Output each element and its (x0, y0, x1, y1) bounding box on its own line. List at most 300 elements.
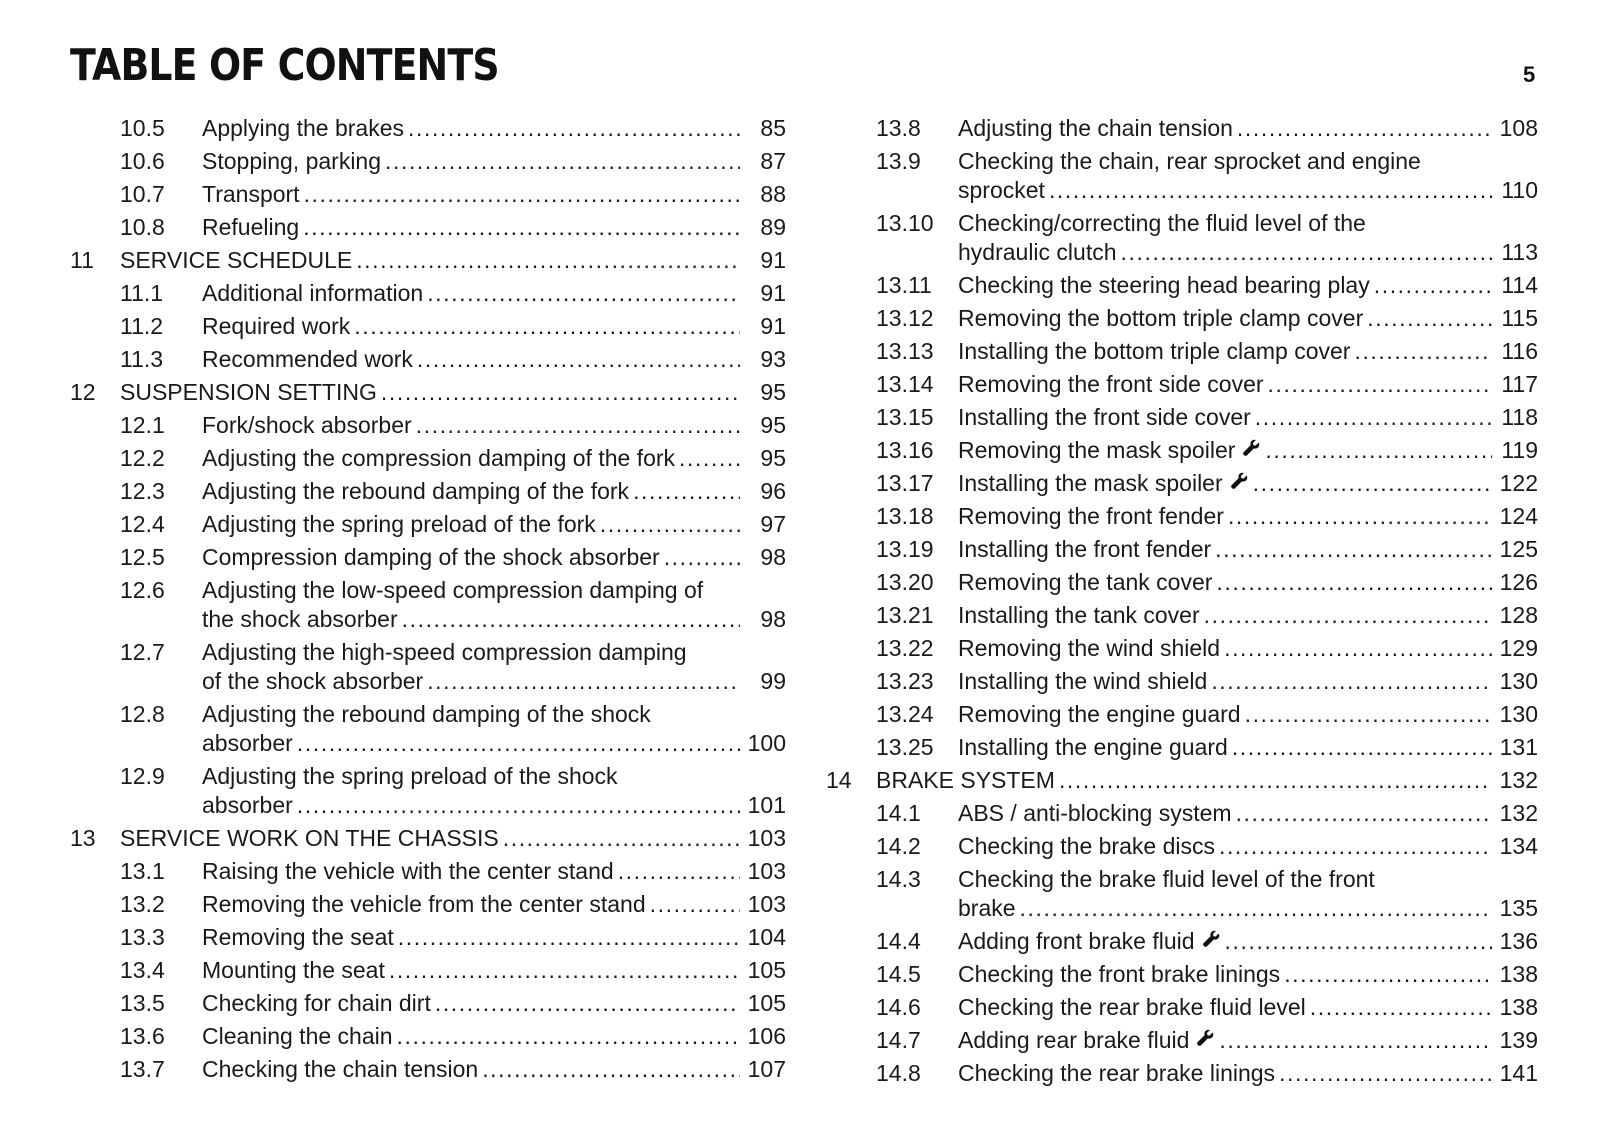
toc-line (70, 444, 786, 473)
dot-leader (664, 543, 740, 572)
dot-leader (297, 791, 740, 820)
section-number: 13.16 (876, 437, 934, 463)
section-title: Installing the bottom triple clamp cover (958, 338, 1351, 364)
page-ref: 91 (760, 247, 786, 273)
toc-line (826, 960, 1538, 989)
dot-leader (1211, 667, 1492, 696)
toc-entry[interactable] (826, 993, 1538, 1026)
section-number: 13.1 (120, 858, 165, 884)
section-title: Adjusting the rebound damping of the fork (202, 478, 630, 504)
toc-entry[interactable] (70, 444, 786, 477)
section-number: 13.23 (876, 668, 934, 694)
toc-entry[interactable] (70, 1022, 786, 1055)
toc-entry[interactable] (826, 469, 1538, 502)
toc-line (70, 543, 786, 572)
page-ref: 95 (760, 412, 786, 438)
dot-leader (408, 114, 740, 143)
toc-entry[interactable] (826, 799, 1538, 832)
toc-line (70, 1022, 786, 1051)
section-title: Adding rear brake fluid (958, 1027, 1190, 1053)
section-number: 12.8 (120, 701, 165, 727)
dot-leader (1219, 1026, 1492, 1055)
section-title: Removing the wind shield (958, 635, 1221, 661)
section-title: Removing the front side cover (958, 371, 1264, 397)
toc-line (826, 993, 1538, 1022)
toc-entry[interactable] (826, 337, 1538, 370)
toc-line (70, 989, 786, 1018)
toc-line (70, 890, 786, 919)
section-title: Applying the brakes (202, 115, 405, 141)
toc-line (826, 1026, 1538, 1055)
dot-leader (304, 180, 740, 209)
toc-entry[interactable] (70, 213, 786, 246)
page-ref: 138 (1499, 961, 1538, 987)
section-title: Checking the chain, rear sprocket and engine (958, 148, 1421, 174)
toc-entry[interactable] (826, 502, 1538, 535)
toc-entry[interactable] (70, 700, 786, 762)
page-ref: 87 (760, 148, 786, 174)
dot-leader (1020, 894, 1492, 923)
section-number: 13.4 (120, 957, 165, 983)
toc-line-continued (70, 762, 786, 791)
page-ref: 110 (1501, 177, 1538, 203)
section-number: 13.9 (876, 148, 921, 174)
dot-leader (1268, 370, 1492, 399)
toc-line-continued (70, 638, 786, 667)
page-ref: 124 (1499, 503, 1538, 529)
dot-leader (416, 411, 740, 440)
page-ref: 89 (760, 214, 786, 240)
page-ref: 105 (747, 990, 786, 1016)
dot-leader (618, 857, 740, 886)
page-ref: 98 (760, 544, 786, 570)
section-number: 12.2 (120, 445, 165, 471)
section-number: 11 (70, 247, 94, 273)
toc-entry[interactable] (826, 568, 1538, 601)
toc-line (826, 799, 1538, 828)
toc-entry[interactable] (70, 1055, 786, 1088)
page-ref: 138 (1499, 994, 1538, 1020)
section-title: Checking the rear brake linings (958, 1060, 1276, 1086)
toc-entry[interactable] (826, 114, 1538, 147)
page-ref: 108 (1499, 115, 1538, 141)
toc-entry[interactable] (826, 667, 1538, 700)
section-title: SUSPENSION SETTING (120, 379, 377, 405)
page-ref: 125 (1499, 536, 1538, 562)
page-ref: 118 (1501, 404, 1538, 430)
section-number: 13.13 (876, 338, 934, 364)
dot-leader (1228, 502, 1492, 531)
toc-entry[interactable] (826, 147, 1538, 209)
section-title: Checking the rear brake fluid level (958, 994, 1306, 1020)
toc-line (70, 791, 786, 820)
dot-leader (679, 444, 740, 473)
toc-line (70, 279, 786, 308)
toc-line (70, 345, 786, 374)
page-ref: 129 (1499, 635, 1538, 661)
toc-line (826, 271, 1538, 300)
page-ref: 95 (760, 445, 786, 471)
toc-entry[interactable] (826, 865, 1538, 927)
section-title: Adding front brake fluid (958, 928, 1195, 954)
section-number: 13.19 (876, 536, 934, 562)
section-title: Checking for chain dirt (202, 990, 431, 1016)
section-number: 13 (70, 825, 96, 851)
dot-leader (1059, 766, 1492, 795)
dot-leader (1121, 238, 1492, 267)
section-title: BRAKE SYSTEM (876, 767, 1055, 793)
toc-entry[interactable] (826, 209, 1538, 271)
toc-line (70, 824, 786, 853)
page-ref: 116 (1501, 338, 1538, 364)
dot-leader (427, 667, 740, 696)
page-ref: 122 (1499, 470, 1538, 496)
toc-entry[interactable] (70, 180, 786, 213)
section-number: 11.1 (120, 280, 164, 306)
dot-leader (482, 1055, 740, 1084)
section-number: 13.10 (876, 210, 934, 236)
page-ref: 132 (1499, 800, 1538, 826)
toc-entry[interactable] (826, 304, 1538, 337)
dot-leader (503, 824, 740, 853)
dot-leader (356, 246, 740, 275)
toc-entry[interactable] (70, 477, 786, 510)
dot-leader (397, 1022, 740, 1051)
section-title: Cleaning the chain (202, 1023, 393, 1049)
dot-leader (1232, 733, 1492, 762)
toc-line (70, 729, 786, 758)
toc-entry[interactable] (826, 271, 1538, 304)
page-ref: 130 (1499, 701, 1538, 727)
page-ref: 135 (1499, 895, 1538, 921)
toc-line-continued (70, 576, 786, 605)
page-ref: 130 (1499, 668, 1538, 694)
section-number: 14.1 (876, 800, 921, 826)
toc-entry[interactable] (70, 890, 786, 923)
dot-leader (398, 923, 740, 952)
section-number: 13.2 (120, 891, 165, 917)
page-ref: 103 (747, 858, 786, 884)
toc-entry[interactable] (826, 370, 1538, 403)
toc-line (70, 213, 786, 242)
toc-entry[interactable] (70, 824, 786, 857)
dot-leader (1224, 634, 1492, 663)
section-number: 13.3 (120, 924, 165, 950)
dot-leader (650, 890, 740, 919)
toc-line (70, 510, 786, 539)
section-title: Required work (202, 313, 351, 339)
section-title: ABS / anti-blocking system (958, 800, 1232, 826)
toc-entry[interactable] (826, 1059, 1538, 1092)
toc-column-right (826, 114, 1538, 1092)
page-ref: 103 (747, 891, 786, 917)
page-ref: 128 (1499, 602, 1538, 628)
section-title: Installing the front fender (958, 536, 1212, 562)
section-number: 12.3 (120, 478, 165, 504)
section-number: 13.11 (876, 272, 932, 298)
toc-entry[interactable] (70, 762, 786, 824)
toc-line (826, 927, 1538, 956)
section-title: Removing the mask spoiler (958, 437, 1236, 463)
page-ref: 134 (1499, 833, 1538, 859)
toc-column-left (70, 114, 786, 1088)
section-number: 14.6 (876, 994, 921, 1020)
toc-line (70, 246, 786, 275)
section-title: Compression damping of the shock absorber (202, 544, 660, 570)
toc-entry[interactable] (826, 766, 1538, 799)
toc-entry[interactable] (826, 700, 1538, 733)
toc-entry[interactable] (70, 510, 786, 543)
toc-entry[interactable] (70, 857, 786, 890)
page-ref: 141 (1499, 1060, 1538, 1086)
page-ref: 103 (747, 825, 786, 851)
toc-line (826, 894, 1538, 923)
dot-leader (1367, 304, 1492, 333)
dot-leader (297, 729, 740, 758)
toc-entry[interactable] (70, 576, 786, 638)
section-title: Recommended work (202, 346, 413, 372)
toc-line (826, 766, 1538, 795)
section-title: Checking the front brake linings (958, 961, 1281, 987)
dot-leader (427, 279, 740, 308)
section-title: hydraulic clutch (958, 239, 1117, 265)
section-number: 14.4 (876, 928, 921, 954)
section-number: 12 (70, 379, 96, 405)
page-ref: 93 (760, 346, 786, 372)
toc-entry[interactable] (826, 927, 1538, 960)
section-title: Mounting the seat (202, 957, 385, 983)
toc-line (70, 312, 786, 341)
dot-leader (354, 312, 740, 341)
toc-entry[interactable] (826, 601, 1538, 634)
section-title: Stopping, parking (202, 148, 382, 174)
section-number: 13.17 (876, 470, 934, 496)
page-ref: 136 (1499, 928, 1538, 954)
toc-entry[interactable] (826, 436, 1538, 469)
section-title: Transport (202, 181, 300, 207)
dot-leader (1236, 799, 1492, 828)
section-title: Removing the seat (202, 924, 394, 950)
section-number: 10.6 (120, 148, 165, 174)
page-ref: 106 (747, 1023, 786, 1049)
page-ref: 100 (747, 730, 786, 756)
dot-leader (1255, 403, 1492, 432)
dot-leader (303, 213, 740, 242)
page-ref: 119 (1501, 437, 1538, 463)
toc-line (70, 923, 786, 952)
section-number: 14.5 (876, 961, 921, 987)
page-ref: 91 (760, 313, 786, 339)
section-number: 13.8 (876, 115, 921, 141)
dot-leader (402, 605, 740, 634)
page-ref: 105 (747, 957, 786, 983)
section-title: Adjusting the compression damping of the fork (202, 445, 676, 471)
section-title: Removing the engine guard (958, 701, 1241, 727)
section-number: 13.7 (120, 1056, 165, 1082)
toc-entry[interactable] (70, 989, 786, 1022)
toc-line-continued (826, 147, 1538, 176)
section-number: 12.1 (120, 412, 165, 438)
section-title: Adjusting the chain tension (958, 115, 1233, 141)
dot-leader (1374, 271, 1492, 300)
section-number: 13.14 (876, 371, 934, 397)
section-number: 14.2 (876, 833, 921, 859)
section-number: 14.8 (876, 1060, 921, 1086)
dot-leader (600, 510, 740, 539)
section-title: Checking the brake fluid level of the front (958, 866, 1375, 892)
toc-entry[interactable] (70, 411, 786, 444)
section-number: 13.21 (876, 602, 934, 628)
section-number: 14 (826, 767, 852, 793)
toc-line (70, 956, 786, 985)
toc-line (70, 114, 786, 143)
toc-entry[interactable] (826, 634, 1538, 667)
toc-entry[interactable] (70, 279, 786, 312)
page-title: TABLE OF CONTENTS (70, 40, 499, 91)
section-title: Raising the vehicle with the center stand (202, 858, 614, 884)
page-ref: 113 (1501, 239, 1538, 265)
dot-leader (1216, 568, 1492, 597)
toc-line (70, 180, 786, 209)
toc-entry[interactable] (70, 638, 786, 700)
dot-leader (1237, 114, 1492, 143)
toc-line (826, 1059, 1538, 1088)
toc-line-continued (70, 700, 786, 729)
toc-line (70, 411, 786, 440)
section-title: Adjusting the low-speed compression damping of (202, 577, 704, 603)
toc-entry[interactable] (826, 1026, 1538, 1059)
toc-line (70, 477, 786, 506)
toc-entry[interactable] (826, 535, 1538, 568)
page-ref: 139 (1499, 1027, 1538, 1053)
section-title: Removing the bottom triple clamp cover (958, 305, 1364, 331)
page-ref: 131 (1499, 734, 1538, 760)
section-title: Adjusting the high-speed compression damping (202, 639, 687, 665)
toc-line (826, 238, 1538, 267)
section-title: Checking the brake discs (958, 833, 1215, 859)
toc-entry[interactable] (826, 832, 1538, 865)
toc-entry[interactable] (70, 378, 786, 411)
page-ref: 96 (760, 478, 786, 504)
toc-line (70, 147, 786, 176)
section-number: 10.7 (120, 181, 165, 207)
toc-entry[interactable] (70, 956, 786, 989)
section-title: of the shock absorber (202, 668, 424, 694)
section-number: 12.6 (120, 577, 165, 603)
toc-line (70, 378, 786, 407)
section-title: SERVICE SCHEDULE (120, 247, 353, 273)
dot-leader (1284, 960, 1492, 989)
page-ref: 117 (1501, 371, 1538, 397)
toc-line-continued (826, 865, 1538, 894)
section-number: 13.5 (120, 990, 165, 1016)
page-ref: 99 (760, 668, 786, 694)
dot-leader (389, 956, 740, 985)
toc-entry[interactable] (70, 923, 786, 956)
dot-leader (435, 989, 740, 1018)
toc-line (70, 1055, 786, 1084)
section-title: Installing the mask spoiler (958, 470, 1223, 496)
toc-entry[interactable] (70, 147, 786, 180)
dot-leader (1219, 832, 1492, 861)
toc-entry[interactable] (826, 403, 1538, 436)
section-title: Checking/correcting the fluid level of the (958, 210, 1366, 236)
section-number: 13.24 (876, 701, 934, 727)
section-title: Installing the engine guard (958, 734, 1228, 760)
section-number: 13.20 (876, 569, 934, 595)
wrench-icon (1195, 1026, 1215, 1055)
section-title: absorber (202, 792, 293, 818)
page-ref: 91 (760, 280, 786, 306)
section-number: 13.12 (876, 305, 934, 331)
section-number: 11.3 (120, 346, 164, 372)
toc-entry[interactable] (826, 960, 1538, 993)
section-number: 11.2 (120, 313, 164, 339)
wrench-icon (1229, 469, 1249, 498)
section-title: Adjusting the spring preload of the shock (202, 763, 618, 789)
section-title: the shock absorber (202, 606, 398, 632)
dot-leader (381, 378, 740, 407)
page-number: 5 (1523, 62, 1536, 87)
toc-entry[interactable] (826, 733, 1538, 766)
section-number: 13.22 (876, 635, 934, 661)
dot-leader (1204, 601, 1492, 630)
section-number: 10.5 (120, 115, 165, 141)
section-number: 10.8 (120, 214, 165, 240)
section-title: Installing the wind shield (958, 668, 1208, 694)
wrench-icon (1241, 436, 1261, 465)
toc-entry[interactable] (70, 114, 786, 147)
section-number: 12.5 (120, 544, 165, 570)
page-ref: 115 (1501, 305, 1538, 331)
section-number: 14.7 (876, 1027, 921, 1053)
dot-leader (1265, 436, 1492, 465)
section-number: 12.9 (120, 763, 165, 789)
section-number: 12.7 (120, 639, 165, 665)
toc-line (826, 176, 1538, 205)
section-title: Removing the tank cover (958, 569, 1213, 595)
section-title: Removing the vehicle from the center stand (202, 891, 646, 917)
page-ref: 101 (747, 792, 786, 818)
section-title: sprocket (958, 177, 1045, 203)
toc-entry[interactable] (70, 345, 786, 378)
page-ref: 126 (1499, 569, 1538, 595)
section-title: brake (958, 895, 1016, 921)
toc-line (826, 832, 1538, 861)
dot-leader (1225, 927, 1492, 956)
section-number: 13.25 (876, 734, 934, 760)
dot-leader (1215, 535, 1492, 564)
section-title: absorber (202, 730, 293, 756)
toc-line (70, 857, 786, 886)
section-title: Removing the front fender (958, 503, 1224, 529)
section-title: Checking the steering head bearing play (958, 272, 1370, 298)
page-ref: 97 (760, 511, 786, 537)
section-title: Adjusting the spring preload of the fork (202, 511, 596, 537)
toc-entry[interactable] (70, 246, 786, 279)
dot-leader (1310, 993, 1492, 1022)
toc-line (826, 114, 1538, 143)
section-title: Adjusting the rebound damping of the shock (202, 701, 651, 727)
toc-line (70, 605, 786, 634)
dot-leader (1253, 469, 1492, 498)
section-number: 13.6 (120, 1023, 165, 1049)
dot-leader (1279, 1059, 1492, 1088)
page-ref: 132 (1499, 767, 1538, 793)
toc-entry[interactable] (70, 543, 786, 576)
toc-entry[interactable] (70, 312, 786, 345)
dot-leader (1354, 337, 1492, 366)
